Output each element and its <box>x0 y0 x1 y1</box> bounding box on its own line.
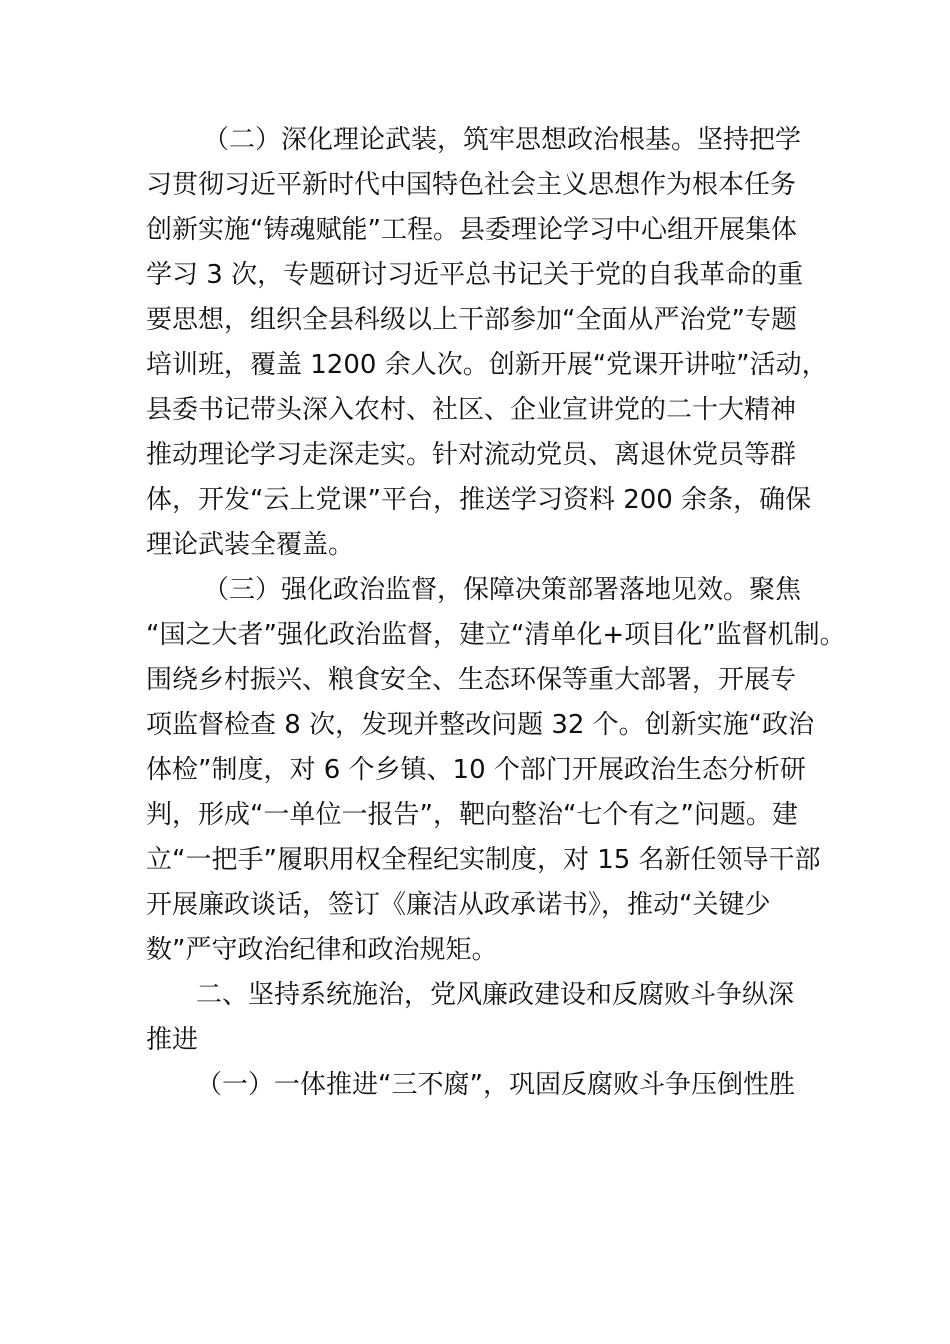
text-line: （三）强化政治监督，保障决策部署落地见效。聚焦 <box>203 575 802 605</box>
text-line: （二）深化理论武装，筑牢思想政治根基。坚持把学 <box>203 125 802 155</box>
text-line: 学习 3 次，专题研讨习近平总书记关于党的自我革命的重 <box>146 260 804 290</box>
section-heading-system-governance <box>146 973 836 1063</box>
text-line: 县委书记带头深入农村、社区、企业宣讲党的二十大精神 <box>146 395 797 425</box>
text-line: 立“一把手”履职用权全程纪实制度，对 15 名新任领导干部 <box>146 845 821 875</box>
text-line: 培训班，覆盖 1200 余人次。创新开展“党课开讲啦”活动， <box>146 350 828 380</box>
heading-line: 二、坚持系统施治，党风廉政建设和反腐败斗争纵深 <box>196 980 795 1010</box>
subheading-three-no-corruption <box>146 1063 836 1108</box>
paragraph-theory-armament <box>146 118 836 568</box>
text-line: 体检”制度，对 6 个乡镇、10 个部门开展政治生态分析研 <box>146 755 806 785</box>
heading-line: 推进 <box>146 1025 199 1055</box>
text-line: 数”严守政治纪律和政治规矩。 <box>146 935 498 965</box>
text-line: “国之大者”强化政治监督，建立“清单化+项目化”监督机制。 <box>146 620 846 650</box>
paragraph-political-supervision <box>146 568 846 973</box>
text-line: 推动理论学习走深走实。针对流动党员、离退休党员等群 <box>146 440 797 470</box>
text-line: 开展廉政谈话，签订《廉洁从政承诺书》，推动“关键少 <box>146 890 771 920</box>
text-line: 理论武装全覆盖。 <box>146 530 355 560</box>
text-line: 项监督检查 8 次，发现并整改问题 32 个。创新实施“政治 <box>146 710 815 740</box>
text-line: 判，形成“一单位一报告”，靶向整治“七个有之”问题。建 <box>146 800 798 830</box>
text-line: 创新实施“铸魂赋能”工程。县委理论学习中心组开展集体 <box>146 215 797 245</box>
text-line: 围绕乡村振兴、粮食安全、生态环保等重大部署，开展专 <box>146 665 797 695</box>
text-line: 要思想，组织全县科级以上干部参加“全面从严治党”专题 <box>146 305 797 335</box>
text-line: 体，开发“云上党课”平台，推送学习资料 200 余条，确保 <box>146 485 812 515</box>
document-body <box>146 118 846 1108</box>
text-line: 习贯彻习近平新时代中国特色社会主义思想作为根本任务 <box>146 170 797 200</box>
subheading-line: （一）一体推进“三不腐”，巩固反腐败斗争压倒性胜 <box>196 1070 795 1100</box>
